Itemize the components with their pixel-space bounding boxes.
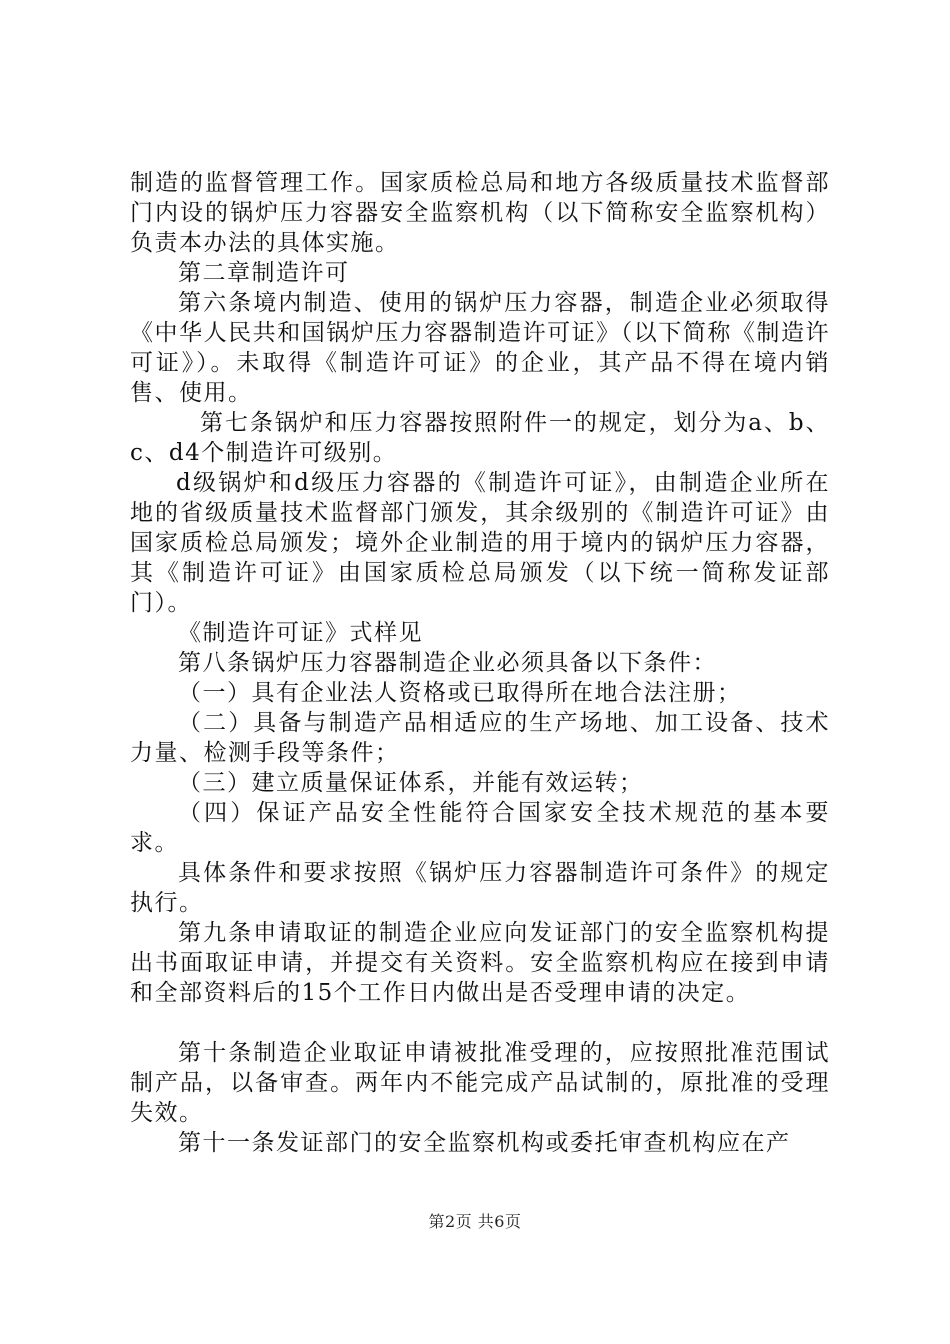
- document-body: [130, 168, 830, 1158]
- article-11: 第十一条发证部门的安全监察机构或委托审查机构应在产: [178, 1130, 791, 1156]
- article-6: 第六条境内制造、使用的锅炉压力容器，制造企业必须取得《中华人民共和国锅炉压力容器制造许可证》（以下简称《制造许可证》）。未取得《制造许可证》的企业，其产品不得在境内销售、使用。: [130, 290, 830, 406]
- condition-4: （四）保证产品安全性能符合国家安全技术规范的基本要求。: [130, 800, 830, 856]
- condition-2: （二）具备与制造产品相适应的生产场地、加工设备、技术力量、检测手段等条件；: [130, 710, 830, 766]
- condition-3: （三）建立质量保证体系，并能有效运转；: [178, 770, 644, 796]
- page-number: 第2页: [428, 1212, 473, 1231]
- article-9: 第九条申请取证的制造企业应向发证部门的安全监察机构提出书面取证申请，并提交有关资料。安全监察机构应在接到申请和全部资料后的15个工作日内做出是否受理申请的决定。: [130, 920, 830, 1006]
- page-footer: [0, 1212, 950, 1232]
- paragraph-continuation: 制造的监督管理工作。国家质检总局和地方各级质量技术监督部门内设的锅炉压力容器安全监察机构（以下简称安全监察机构）负责本办法的具体实施。: [130, 170, 830, 256]
- article-8: 第八条锅炉压力容器制造企业必须具备以下条件：: [178, 650, 717, 676]
- paragraph-specific-conditions: 具体条件和要求按照《锅炉压力容器制造许可条件》的规定执行。: [130, 860, 830, 916]
- condition-1: （一）具有企业法人资格或已取得所在地合法注册；: [178, 680, 742, 706]
- article-10: 第十条制造企业取证申请被批准受理的，应按照批准范围试制产品，以备审查。两年内不能完成产品试制的，原批准的受理失效。: [130, 1040, 830, 1126]
- article-7: 第七条锅炉和压力容器按照附件一的规定，划分为a、b、c、d4个制造许可级别。: [130, 410, 830, 466]
- chapter-heading: 第二章制造许可: [178, 260, 350, 286]
- paragraph-d-level: d级锅炉和d级压力容器的《制造许可证》，由制造企业所在地的省级质量技术监督部门颁发，其余级别的《制造许可证》由国家质检总局颁发；境外企业制造的用于境内的锅炉压力容器，其《制造许可证》由国家质检总局颁发（以下统一简称发证部门）。: [130, 470, 830, 616]
- page-total: 共6页: [477, 1212, 522, 1231]
- paragraph-license-sample: 《制造许可证》式样见: [178, 620, 423, 646]
